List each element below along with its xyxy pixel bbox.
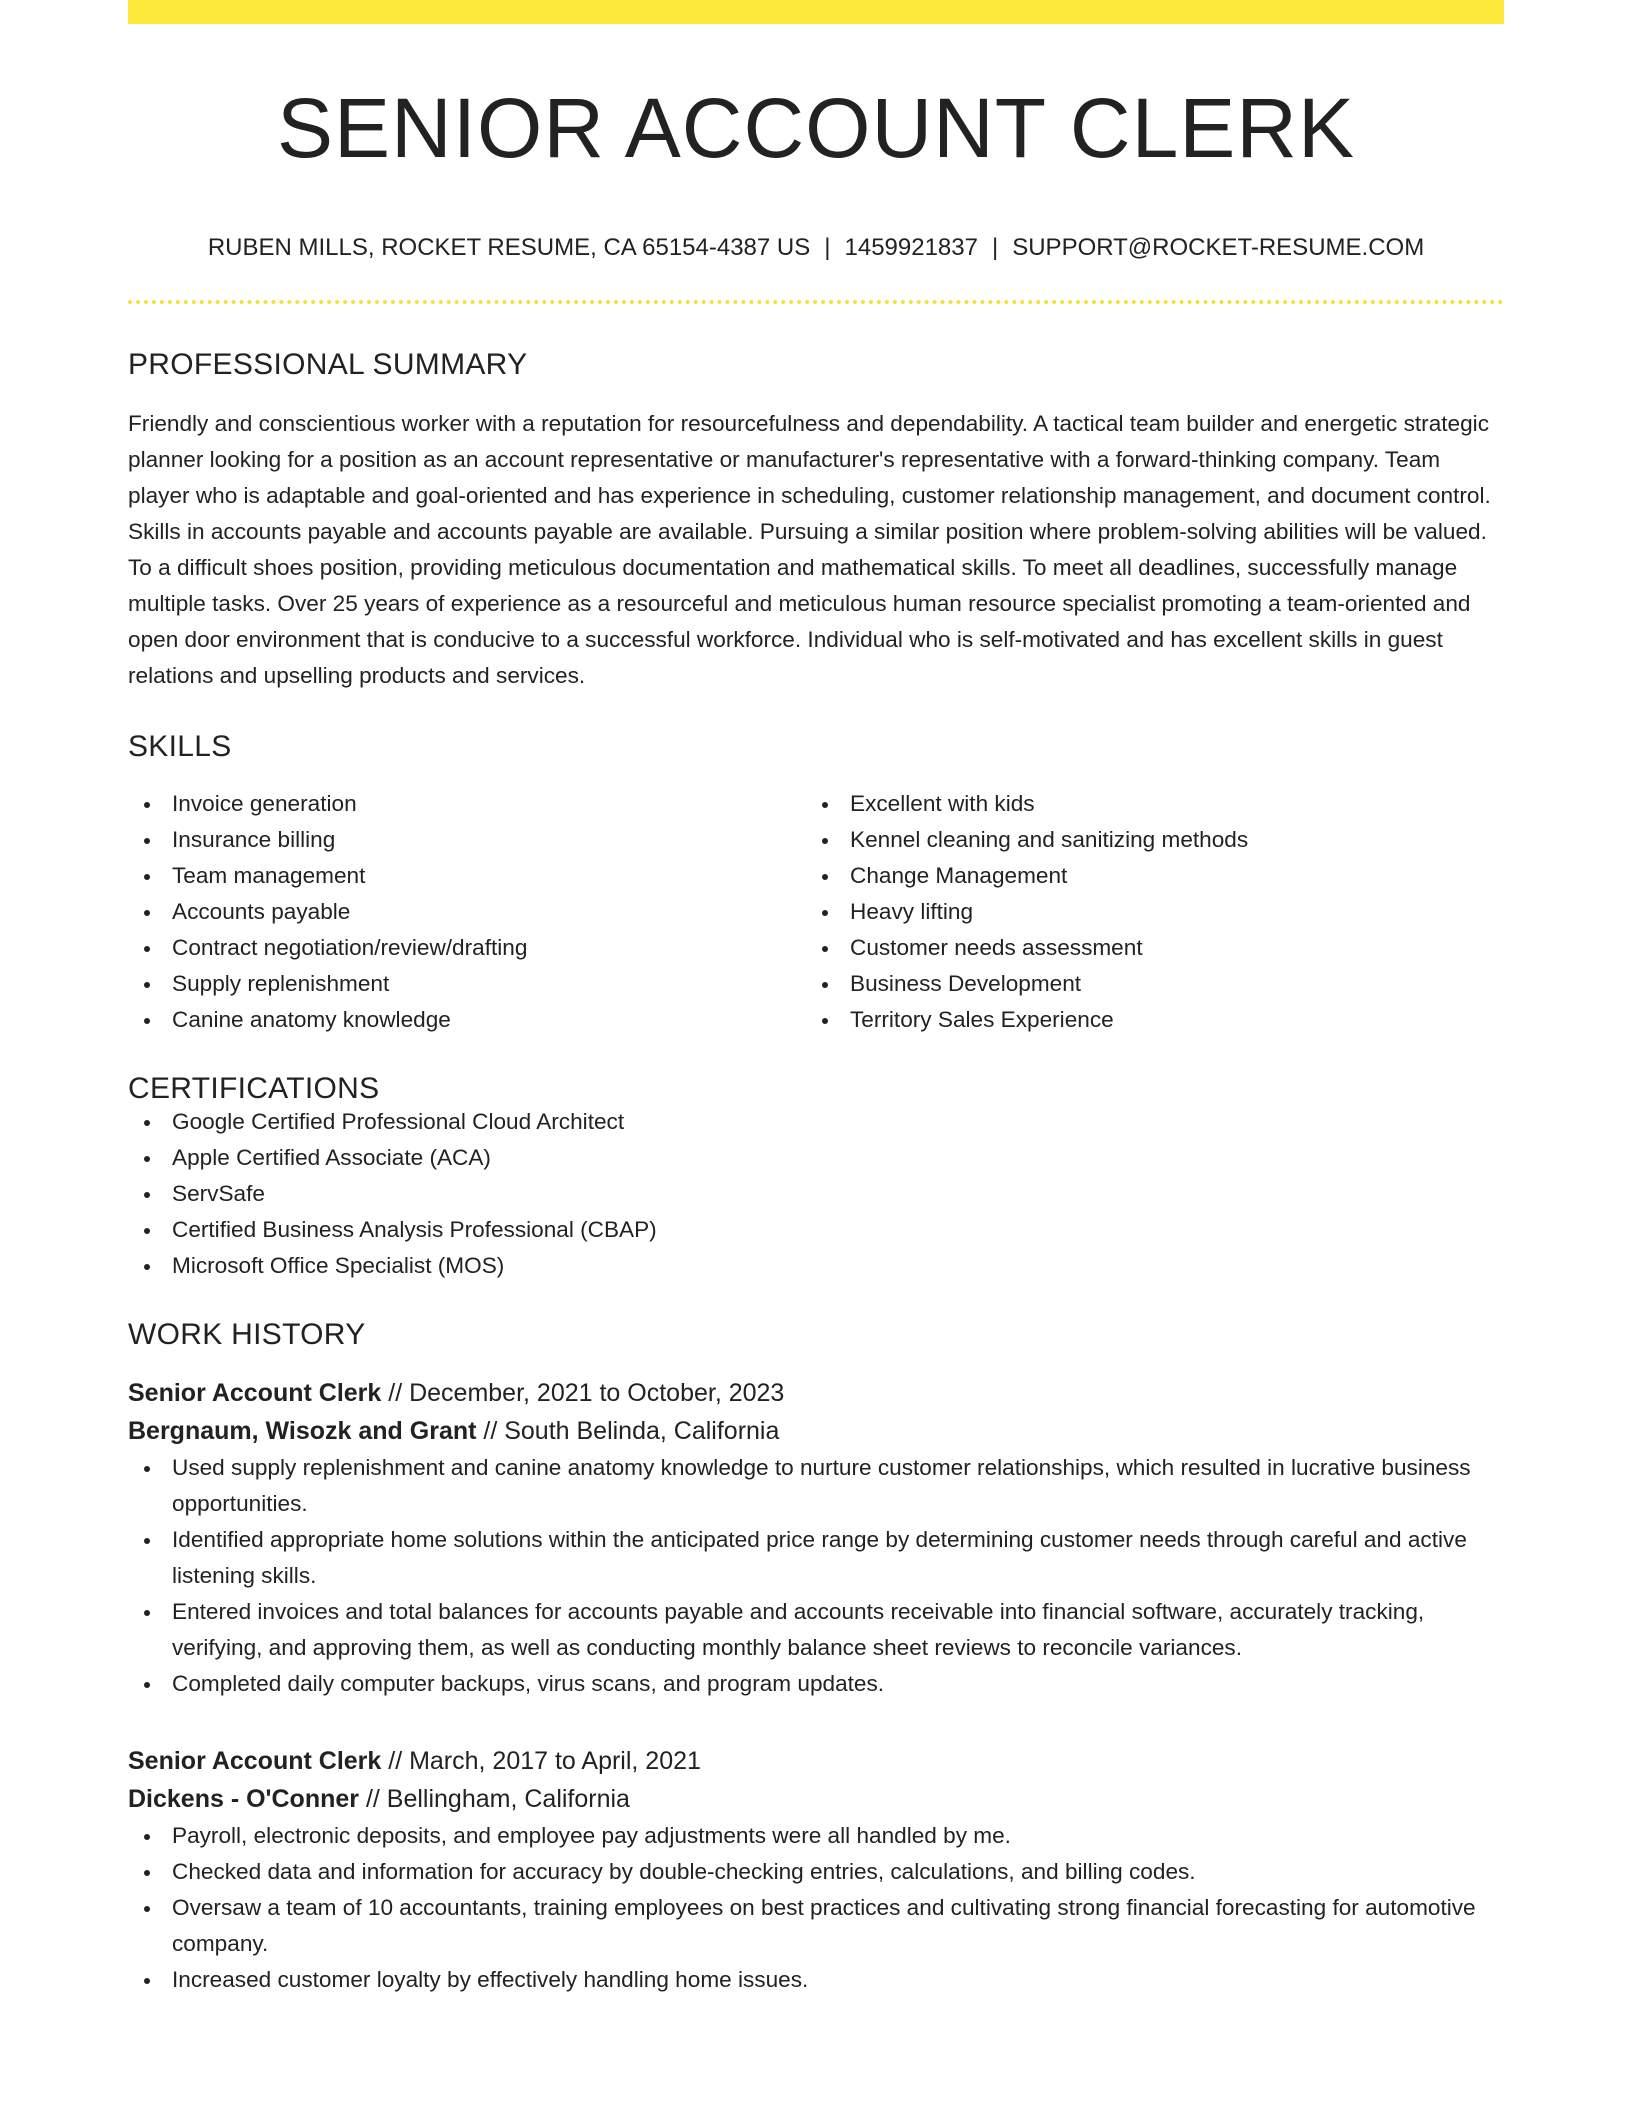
job-company: Bergnaum, Wisozk and Grant: [128, 1417, 477, 1445]
skills-columns: [128, 786, 1504, 1038]
job-duty: Identified appropriate home solutions within the anticipated price range by determining customer needs through careful and active listening skills.: [128, 1522, 1504, 1594]
job-company-line: [128, 1412, 1504, 1450]
contact-phone: 1459921837: [844, 234, 978, 261]
job-company: Dickens - O'Conner: [128, 1785, 359, 1813]
skill-item: Territory Sales Experience: [806, 1002, 1484, 1038]
job-duty: Payroll, electronic deposits, and employee pay adjustments were all handled by me.: [128, 1818, 1504, 1854]
job-title: Senior Account Clerk: [128, 1747, 382, 1775]
job-title-line: [128, 1374, 1504, 1412]
certification-item: ServSafe: [128, 1176, 1504, 1212]
job-location: // Bellingham, California: [359, 1785, 630, 1813]
summary-heading: PROFESSIONAL SUMMARY: [128, 348, 528, 381]
job-duty: Used supply replenishment and canine anatomy knowledge to nurture customer relationships, which resulted in lucrative business opportunities.: [128, 1450, 1504, 1522]
job-duty: Completed daily computer backups, virus scans, and program updates.: [128, 1666, 1504, 1702]
skill-item: Insurance billing: [128, 822, 806, 858]
skill-item: Accounts payable: [128, 894, 806, 930]
skills-list-left: [128, 786, 806, 1038]
job-duty: Increased customer loyalty by effectively handling home issues.: [128, 1962, 1504, 1998]
resume-page: [128, 0, 1504, 2112]
skill-item: Heavy lifting: [806, 894, 1484, 930]
job-duty: Entered invoices and total balances for accounts payable and accounts receivable into financial software, accurately tracking, verifying, and approving them, as well as conducting monthly balance sheet reviews to reconcile variances.: [128, 1594, 1504, 1666]
skill-item: Supply replenishment: [128, 966, 806, 1002]
job-title: Senior Account Clerk: [128, 1379, 382, 1407]
certification-item: Certified Business Analysis Professional (CBAP): [128, 1212, 1504, 1248]
job-entry: [128, 1374, 1504, 1702]
skill-item: Customer needs assessment: [806, 930, 1484, 966]
job-dates: // March, 2017 to April, 2021: [381, 1747, 701, 1775]
job-duty: Checked data and information for accuracy by double-checking entries, calculations, and billing codes.: [128, 1854, 1504, 1890]
contact-separator: |: [991, 234, 999, 261]
work-history-heading: WORK HISTORY: [128, 1318, 366, 1351]
skill-item: Excellent with kids: [806, 786, 1484, 822]
skill-item: Change Management: [806, 858, 1484, 894]
contact-address: RUBEN MILLS, ROCKET RESUME, CA 65154-4387 US: [207, 234, 811, 261]
skill-item: Contract negotiation/review/drafting: [128, 930, 806, 966]
job-dates: // December, 2021 to October, 2023: [381, 1379, 785, 1407]
certifications-heading: CERTIFICATIONS: [128, 1072, 380, 1105]
certification-item: Google Certified Professional Cloud Architect: [128, 1104, 1504, 1140]
contact-line: [128, 236, 1504, 260]
certifications-list: [128, 1104, 1504, 1284]
job-entry: [128, 1742, 1504, 1998]
contact-separator: |: [824, 234, 831, 261]
job-duties-list: [128, 1818, 1504, 1998]
job-duties-list: [128, 1450, 1504, 1702]
skills-heading: SKILLS: [128, 730, 232, 763]
resume-title: SENIOR ACCOUNT CLERK: [277, 81, 1355, 175]
dotted-divider: [128, 300, 1504, 304]
certification-item: Microsoft Office Specialist (MOS): [128, 1248, 1504, 1284]
contact-email: SUPPORT@ROCKET-RESUME.COM: [1012, 234, 1425, 261]
job-title-line: [128, 1742, 1504, 1780]
skill-item: Business Development: [806, 966, 1484, 1002]
skill-item: Invoice generation: [128, 786, 806, 822]
skill-item: Team management: [128, 858, 806, 894]
skills-list-right: [806, 786, 1484, 1038]
accent-bar: [128, 0, 1504, 24]
job-duty: Oversaw a team of 10 accountants, training employees on best practices and cultivating strong financial forecasting for automotive company.: [128, 1890, 1504, 1962]
job-company-line: [128, 1780, 1504, 1818]
certification-item: Apple Certified Associate (ACA): [128, 1140, 1504, 1176]
skill-item: Canine anatomy knowledge: [128, 1002, 806, 1038]
job-location: // South Belinda, California: [476, 1417, 780, 1445]
summary-text: Friendly and conscientious worker with a reputation for resourcefulness and dependability. A tactical team builder and energetic strategic planner looking for a position as an account representative or manufacturer's representative with a forward-thinking company. Team player who is adaptable and goal-oriented and has experience in scheduling, customer relationship management, and document control. Skills in accounts payable and accounts payable are available. Pursuing a similar position where problem-solving abilities will be valued. To a difficult shoes position, providing meticulous documentation and mathematical skills. To meet all deadlines, successfully manage multiple tasks. Over 25 years of experience as a resourceful and meticulous human resource specialist promoting a team-oriented and open door environment that is conducive to a successful workforce. Individual who is self-motivated and has excellent skills in guest relations and upselling products and services.: [128, 411, 1491, 688]
skill-item: Kennel cleaning and sanitizing methods: [806, 822, 1484, 858]
